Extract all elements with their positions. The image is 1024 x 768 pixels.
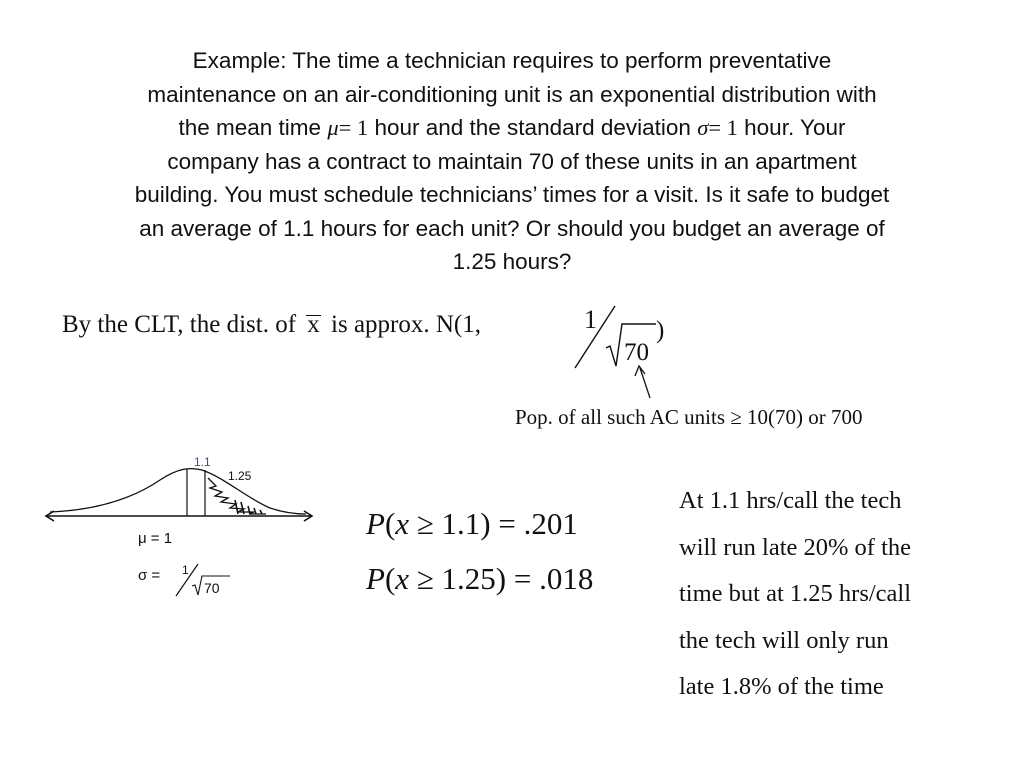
problem-line: company has a contract to maintain 70 of these units in an apartment — [167, 148, 857, 174]
problem-line — [62, 111, 962, 145]
clt-middle: is approx. N(1, — [331, 311, 482, 338]
mu-label: μ = 1 — [138, 530, 173, 547]
prob-rest: ≥ 1.1) = .201 — [409, 506, 578, 541]
pointer-arrow — [640, 368, 650, 398]
fraction-denominator: 70 — [624, 339, 649, 366]
label-1-1: 1.1 — [194, 455, 211, 469]
conclusion — [679, 478, 911, 711]
problem-line: 1.25 hours? — [452, 249, 572, 274]
conclusion-line: will run late 20% of the — [679, 533, 912, 561]
prob-p: P — [366, 506, 385, 541]
prob-open: ( — [384, 561, 396, 596]
sigma-label: σ = — [138, 567, 161, 584]
population-note: Pop. of all such AC units ≥ 10(70) or 700 — [515, 405, 863, 429]
sigma-value: = 1 — [708, 115, 738, 140]
mu-symbol: μ — [327, 115, 339, 140]
conclusion-line: time but at 1.25 hrs/call — [679, 580, 912, 607]
xbar-symbol: x — [307, 311, 320, 338]
bell-curve — [50, 469, 306, 514]
normal-curve-sketch — [40, 452, 320, 602]
prob-x: x — [395, 561, 410, 596]
probability-1-25 — [366, 561, 593, 597]
sigma-numerator: 1 — [182, 563, 189, 577]
problem-statement — [62, 44, 962, 279]
fraction-numerator: 1 — [584, 305, 597, 334]
sigma-symbol: σ — [697, 115, 709, 140]
pointer-arrowhead — [635, 366, 645, 376]
problem-text: the mean time — [178, 115, 322, 140]
sigma-over-root-n-fraction — [570, 300, 680, 400]
prob-rest: ≥ 1.25) = .018 — [409, 561, 594, 596]
conclusion-line: late 1.8% of the time — [679, 673, 884, 700]
clt-prefix: By the CLT, the dist. of — [62, 311, 297, 338]
conclusion-line: the tech will only run — [679, 626, 889, 654]
sigma-denominator: 70 — [204, 580, 220, 596]
problem-line: an average of 1.1 hours for each unit? Or should you budget an average of — [139, 215, 885, 241]
problem-text: hour and the standard deviation — [374, 115, 691, 140]
prob-x: x — [395, 506, 410, 541]
prob-open: ( — [384, 506, 396, 541]
problem-line: maintenance on an air-conditioning unit is an exponential distribution with — [147, 81, 877, 107]
problem-text: hour. Your — [744, 115, 846, 140]
probability-1-1 — [366, 506, 578, 542]
conclusion-line: At 1.1 hrs/call the tech — [679, 487, 902, 514]
prob-p: P — [366, 561, 385, 596]
close-paren: ) — [656, 317, 665, 344]
mu-value: = 1 — [338, 115, 369, 140]
label-1-25: 1.25 — [228, 469, 252, 483]
problem-line: Example: The time a technician requires to perform preventative — [192, 48, 832, 73]
clt-statement — [62, 311, 481, 339]
problem-line: building. You must schedule technicians’ times for a visit. Is it safe to budget — [134, 182, 890, 207]
